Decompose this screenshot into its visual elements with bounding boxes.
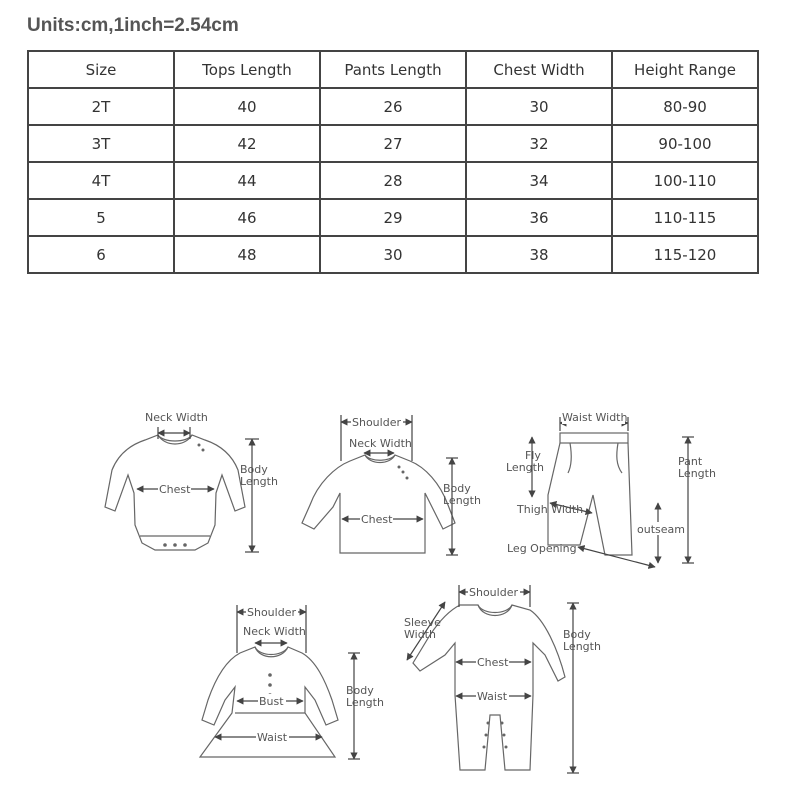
header-cell: Chest Width (466, 51, 612, 88)
body-length-label: Body (563, 628, 591, 641)
table-cell: 90-100 (612, 125, 758, 162)
table-cell: 110-115 (612, 199, 758, 236)
body-length-label: Body (443, 482, 471, 495)
table-cell: 80-90 (612, 88, 758, 125)
header-cell: Size (28, 51, 174, 88)
table-cell: 4T (28, 162, 174, 199)
svg-text:Length: Length (443, 494, 481, 507)
waistband (560, 433, 628, 443)
table-row (28, 236, 758, 273)
table-cell: 36 (466, 199, 612, 236)
table-row (28, 88, 758, 125)
table-cell: 30 (320, 236, 466, 273)
table-cell: 100-110 (612, 162, 758, 199)
snap-button (163, 543, 167, 547)
shoulder-label: Shoulder (469, 586, 518, 599)
waist-label: Waist (477, 690, 508, 703)
romper-diagram (404, 585, 601, 773)
pants-diagram (506, 411, 716, 567)
table-cell: 38 (466, 236, 612, 273)
snap-button (183, 543, 187, 547)
body-length-label: Body (346, 684, 374, 697)
dress-diagram (200, 605, 384, 759)
table-cell: 29 (320, 199, 466, 236)
bodysuit-diagram (105, 411, 278, 552)
table-row (28, 199, 758, 236)
snap-button (173, 543, 177, 547)
header-cell: Height Range (612, 51, 758, 88)
table-cell: 3T (28, 125, 174, 162)
table-cell: 26 (320, 88, 466, 125)
fly-length-label: Fly (525, 449, 541, 462)
table-cell: 46 (174, 199, 320, 236)
chest-label: Chest (159, 483, 191, 496)
table-cell: 32 (466, 125, 612, 162)
button (268, 683, 272, 687)
table-cell: 115-120 (612, 236, 758, 273)
table-cell: 27 (320, 125, 466, 162)
table-cell: 42 (174, 125, 320, 162)
table-cell: 40 (174, 88, 320, 125)
header-cell: Tops Length (174, 51, 320, 88)
size-chart-table (27, 50, 759, 274)
bust-label: Bust (259, 695, 284, 708)
measurement-diagrams (0, 395, 800, 795)
chest-label: Chest (477, 656, 509, 669)
sleeve-width-label: Sleeve (404, 616, 441, 629)
svg-text:Length: Length (346, 696, 384, 709)
top-outline (302, 455, 455, 553)
leg-opening-label: Leg Opening (507, 542, 577, 555)
svg-text:Width: Width (404, 628, 436, 641)
svg-text:Length: Length (678, 467, 716, 480)
waist-label: Waist (257, 731, 288, 744)
table-cell: 30 (466, 88, 612, 125)
units-note: Units:cm,1inch=2.54cm (27, 15, 239, 36)
neck-width-label: Neck Width (243, 625, 306, 638)
table-row (28, 125, 758, 162)
leg-opening-arrow (578, 547, 655, 567)
pant-length-label: Pant (678, 455, 703, 468)
svg-text:Length: Length (506, 461, 544, 474)
table-cell: 6 (28, 236, 174, 273)
shoulder-label: Shoulder (352, 416, 401, 429)
table-cell: 34 (466, 162, 612, 199)
pants-outline (548, 443, 632, 555)
header-cell: Pants Length (320, 51, 466, 88)
neck-width-label: Neck Width (349, 437, 412, 450)
table-row (28, 162, 758, 199)
thigh-width-label: Thigh Width (517, 503, 584, 516)
chest-label: Chest (361, 513, 393, 526)
button (268, 673, 272, 677)
svg-text:Length: Length (240, 475, 278, 488)
neck-width-label: Neck Width (145, 411, 208, 424)
table-cell: 48 (174, 236, 320, 273)
body-length-label: Body (240, 463, 268, 476)
table-cell: 5 (28, 199, 174, 236)
table-header-row (28, 51, 758, 88)
outseam-label: outseam (637, 523, 685, 536)
table-cell: 44 (174, 162, 320, 199)
shoulder-label: Shoulder (247, 606, 296, 619)
waist-width-label: Waist Width (562, 411, 628, 424)
top-diagram (302, 415, 481, 555)
table-cell: 28 (320, 162, 466, 199)
table-cell: 2T (28, 88, 174, 125)
svg-text:Length: Length (563, 640, 601, 653)
